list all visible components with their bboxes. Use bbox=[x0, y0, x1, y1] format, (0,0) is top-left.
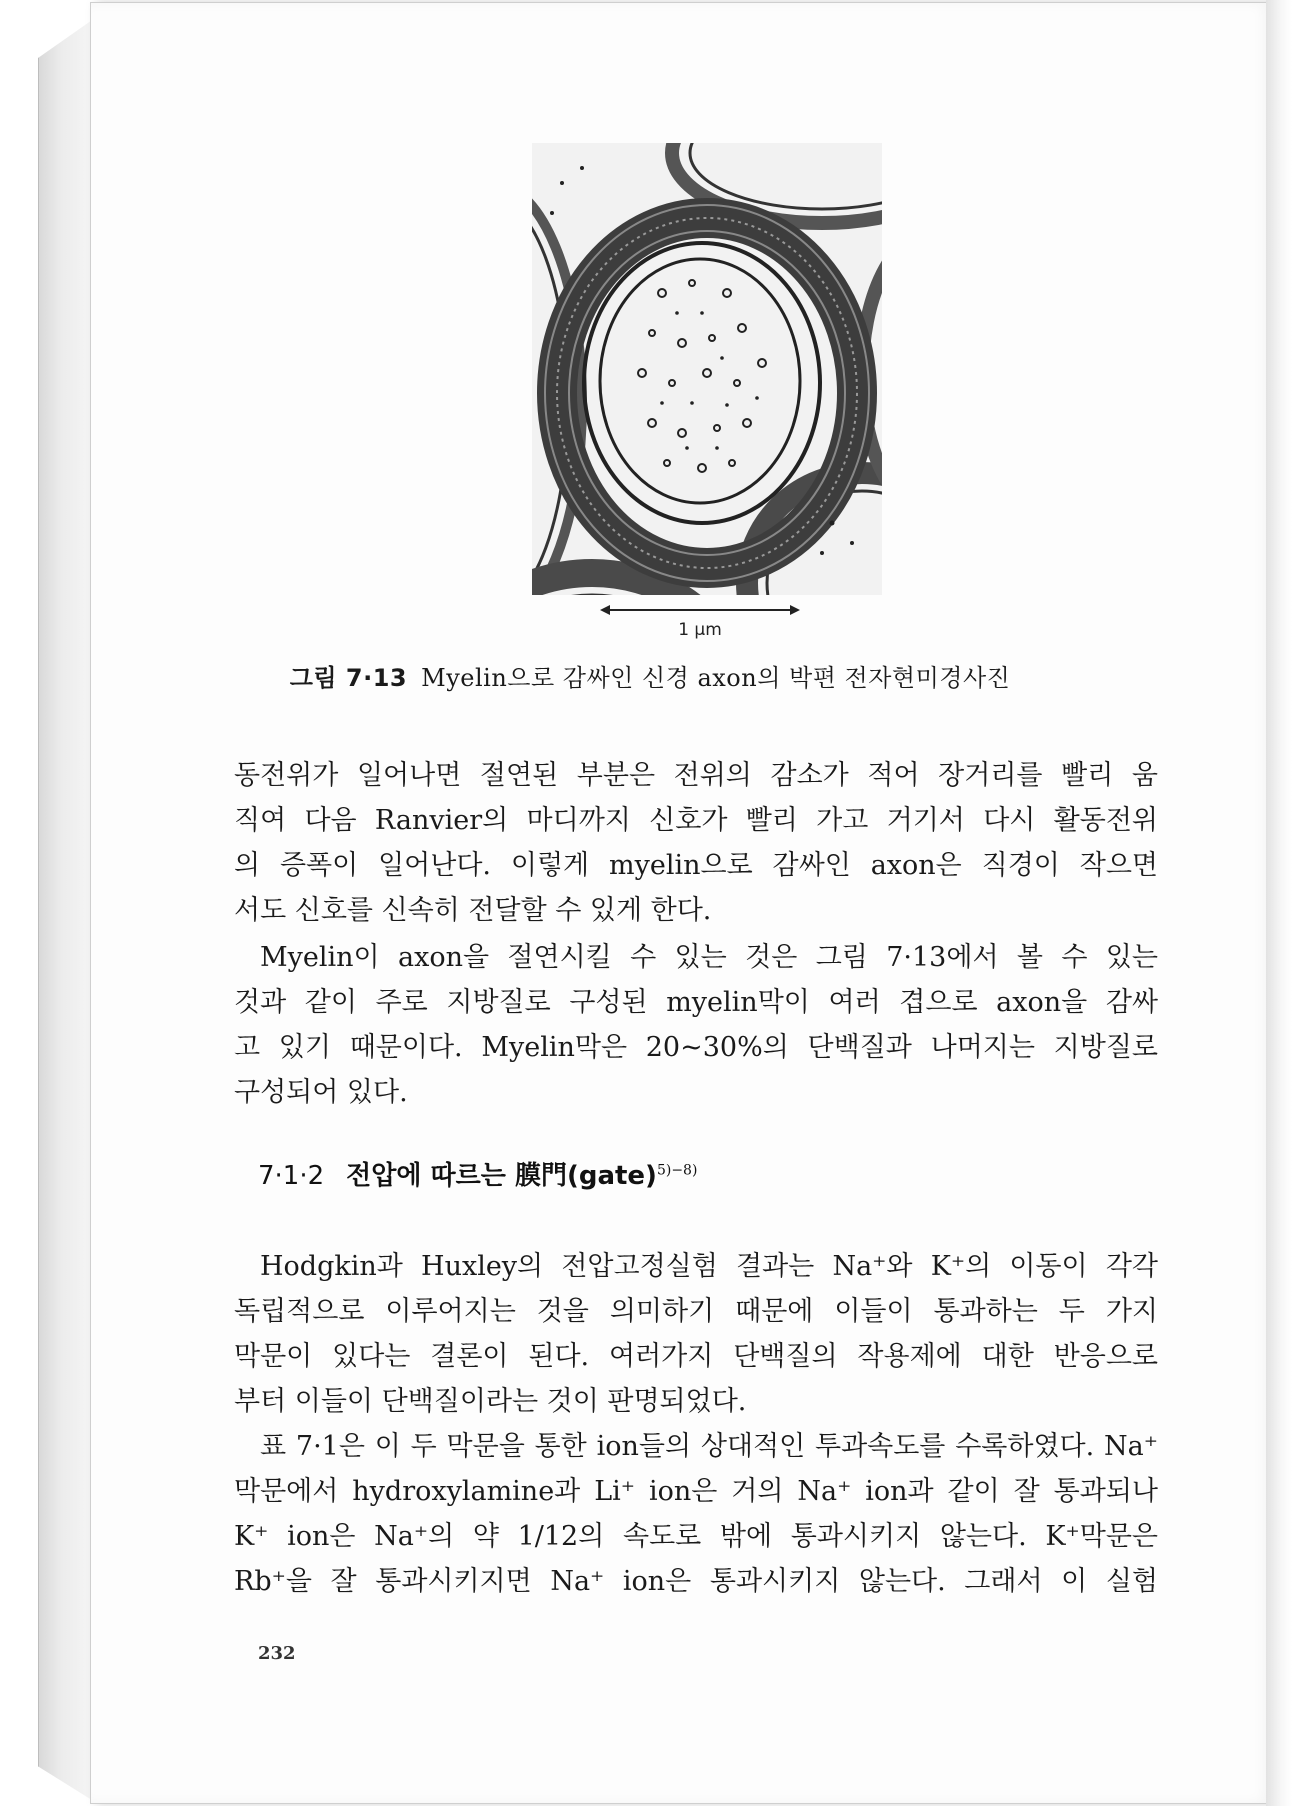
paragraph-3 bbox=[234, 1244, 1158, 1424]
text-line: 것과 같이 주로 지방질로 구성된 myelin막이 여러 겹으로 axon을 감싸 bbox=[234, 987, 1158, 1018]
scale-bar bbox=[600, 600, 800, 644]
section-refs: 5)−8) bbox=[656, 1162, 698, 1179]
text-line: 고 있기 때문이다. Myelin막은 20~30%의 단백질과 나머지는 지방질로 bbox=[234, 1032, 1158, 1063]
text-line: 의 증폭이 일어난다. 이렇게 myelin으로 감싸인 axon은 직경이 작으면 bbox=[234, 850, 1158, 881]
text-line: Hodgkin과 Huxley의 전압고정실험 결과는 Na⁺와 K⁺의 이동이 각각 bbox=[260, 1251, 1158, 1282]
scale-label: 1 μm bbox=[678, 620, 722, 640]
paragraph-2 bbox=[234, 935, 1158, 1115]
text-line: 독립적으로 이루어지는 것을 의미하기 때문에 이들이 통과하는 두 가지 bbox=[234, 1296, 1158, 1327]
page-edge bbox=[1266, 0, 1292, 1806]
text-line: 서도 신호를 신속히 전달할 수 있게 한다. bbox=[234, 895, 712, 926]
paragraph-1 bbox=[234, 753, 1158, 933]
section-title: 전압에 따르는 膜門(gate) bbox=[346, 1161, 657, 1191]
text-line: 막문이 있다는 결론이 된다. 여러가지 단백질의 작용제에 대한 반응으로 bbox=[234, 1341, 1158, 1372]
text-line: Myelin이 axon을 절연시킬 수 있는 것은 그림 7·13에서 볼 수 있는 bbox=[260, 942, 1158, 973]
section-number: 7·1·2 bbox=[258, 1161, 325, 1191]
text-line: 표 7·1은 이 두 막문을 통한 ion들의 상대적인 투과속도를 수록하였다. Na⁺ bbox=[260, 1431, 1158, 1462]
text-line: 직여 다음 Ranvier의 마디까지 신호가 빨리 가고 거기서 다시 활동전위 bbox=[234, 805, 1158, 836]
book-spine bbox=[38, 18, 95, 1802]
caption-text: Myelin으로 감싸인 신경 axon의 박편 전자현미경사진 bbox=[421, 664, 1011, 692]
text-line: 동전위가 일어나면 절연된 부분은 전위의 감소가 적어 장거리를 빨리 움 bbox=[234, 760, 1158, 791]
figure-caption bbox=[200, 658, 1100, 693]
section-heading bbox=[258, 1155, 697, 1192]
page-number: 232 bbox=[258, 1643, 296, 1664]
text-line: Rb⁺을 잘 통과시키지면 Na⁺ ion은 통과시키지 않는다. 그래서 이 실험 bbox=[234, 1566, 1158, 1597]
text-line: K⁺ ion은 Na⁺의 약 1/12의 속도로 밖에 통과시키지 않는다. K⁺막문은 bbox=[234, 1521, 1158, 1552]
caption-label: 그림 7·13 bbox=[289, 664, 408, 692]
text-line: 부터 이들이 단백질이라는 것이 판명되었다. bbox=[234, 1386, 747, 1417]
text-line: 구성되어 있다. bbox=[234, 1077, 408, 1108]
paragraph-4 bbox=[234, 1424, 1158, 1604]
scale-arrow bbox=[600, 600, 800, 620]
text-line: 막문에서 hydroxylamine과 Li⁺ ion은 거의 Na⁺ ion과 같이 잘 통과되나 bbox=[234, 1476, 1158, 1507]
micrograph-figure bbox=[532, 143, 882, 595]
